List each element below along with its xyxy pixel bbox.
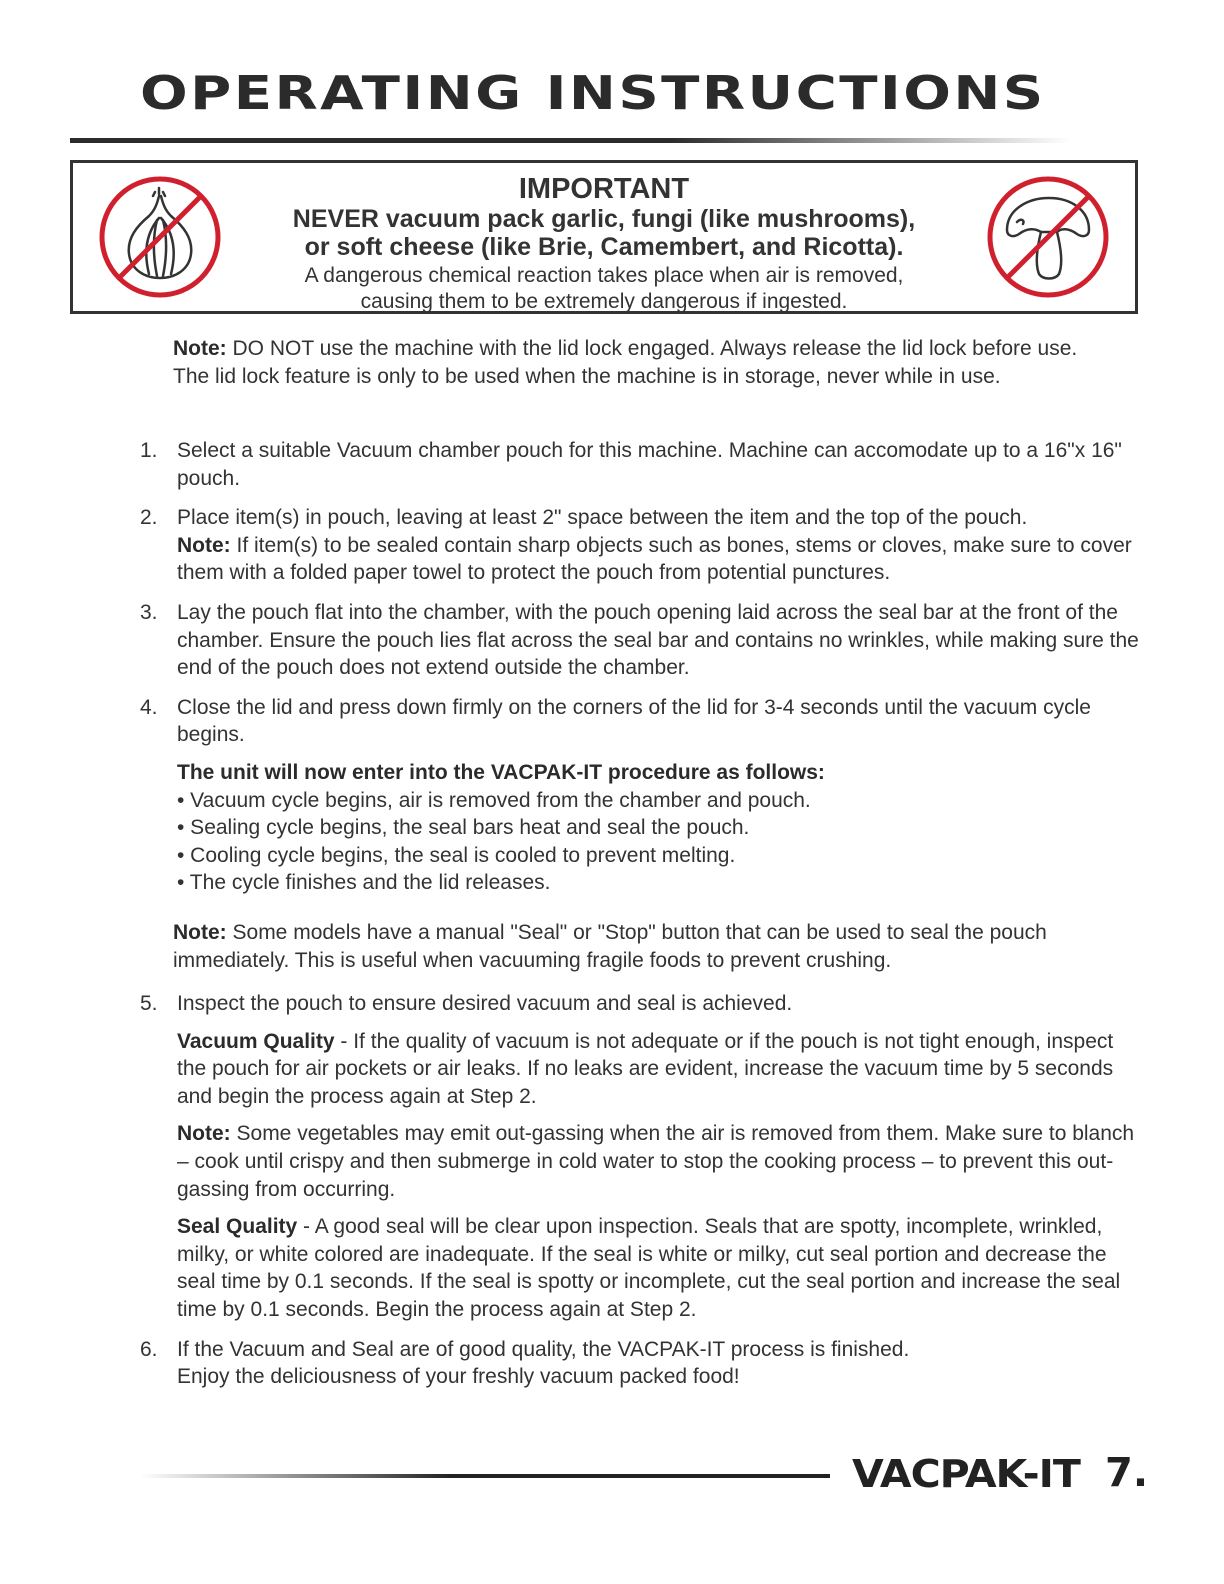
warning-body-1: A dangerous chemical reaction takes place when air is removed, — [304, 264, 904, 287]
seal-quality-label: Seal Quality — [177, 1215, 298, 1239]
vacuum-quality-text: - If the quality of vacuum is not adequate or if the pouch is not tight enough, inspect the pouch for air pockets or air leaks. If no leaks are evident, increase the vacuum time by 5 seconds and begin the process again at Step 2. — [177, 1029, 1114, 1108]
step-text: If the Vacuum and Seal are of good quality, the VACPAK-IT process is finished. — [177, 1337, 910, 1361]
step-number: 4. — [140, 695, 158, 719]
step-number: 5. — [140, 992, 158, 1016]
procedure-block — [177, 759, 1140, 897]
page-title: OPERATING INSTRUCTIONS — [140, 66, 1046, 120]
step-text: Place item(s) in pouch, leaving at least 2" space between the item and the top of the pouch. — [177, 506, 1028, 530]
step-text: Inspect the pouch to ensure desired vacuum and seal is achieved. — [177, 992, 793, 1016]
brand-logo: VACPAK-IT — [852, 1452, 1080, 1496]
step-text: Close the lid and press down firmly on the corners of the lid for 3-4 seconds until the vacuum cycle begins. — [177, 695, 1091, 747]
vacuum-quality-label: Vacuum Quality — [177, 1029, 335, 1053]
warning-line-1: NEVER vacuum pack garlic, fungi (like mushrooms), — [292, 205, 916, 233]
step-number: 2. — [140, 506, 158, 530]
step-1 — [140, 437, 1140, 492]
step-4 — [140, 694, 1140, 974]
outgassing-note — [177, 1120, 1140, 1203]
seal-quality — [177, 1213, 1140, 1323]
note-label: Note: — [177, 1122, 231, 1146]
note-label: Note: — [173, 920, 227, 944]
step-3 — [140, 599, 1140, 682]
step-text-2: Enjoy the deliciousness of your freshly vacuum packed food! — [177, 1365, 740, 1389]
footer-divider — [140, 1474, 830, 1478]
no-garlic-icon — [97, 174, 223, 300]
title-divider — [70, 138, 1070, 143]
important-text — [243, 173, 965, 315]
note-label: Note: — [173, 337, 227, 360]
instruction-steps — [140, 437, 1140, 1403]
step-6 — [140, 1336, 1140, 1391]
no-mushroom-icon — [985, 174, 1111, 300]
note-text: DO NOT use the machine with the lid lock engaged. Always release the lid lock before use. The lid lock feature is only to be used when the machine is in storage, never while in use. — [173, 337, 1078, 388]
important-warning-box — [70, 160, 1138, 314]
step-5 — [140, 990, 1140, 1324]
note-label: Note: — [177, 533, 231, 557]
step-note — [177, 532, 1140, 587]
vacuum-quality — [177, 1028, 1140, 1111]
procedure-heading: The unit will now enter into the VACPAK-IT procedure as follows: — [177, 760, 825, 784]
list-item: • Cooling cycle begins, the seal is cooled to prevent melting. — [177, 843, 736, 867]
note-text: If item(s) to be sealed contain sharp objects such as bones, stems or cloves, make sure to cover them with a folded paper towel to protect the pouch from potential punctures. — [177, 533, 1132, 585]
step-number: 1. — [140, 439, 158, 462]
step-text: Select a suitable Vacuum chamber pouch for this machine. Machine can accomodate up to a 16"x 16" pouch. — [177, 439, 1122, 490]
list-item: • Vacuum cycle begins, air is removed from the chamber and pouch. — [177, 788, 811, 812]
warning-body-2: causing them to be extremely dangerous if ingested. — [360, 290, 848, 313]
procedure-list — [177, 787, 1140, 897]
step-number: 6. — [140, 1337, 158, 1361]
step-2 — [140, 504, 1140, 587]
list-item: • The cycle finishes and the lid releases. — [177, 871, 551, 895]
warning-line-2: or soft cheese (like Brie, Camembert, and Ricotta). — [304, 233, 904, 261]
note-text: Some vegetables may emit out-gassing when the air is removed from them. Make sure to blanch – cook until crispy and then submerge in cold water to stop the cooking process – to prevent this out-gassing from occurring. — [177, 1122, 1135, 1201]
page-number: 7. — [1105, 1450, 1149, 1496]
list-item: • Sealing cycle begins, the seal bars heat and seal the pouch. — [177, 816, 750, 840]
seal-quality-text: - A good seal will be clear upon inspection. Seals that are spotty, incomplete, wrinkled, milky, or white colored are inadequate. If the seal is white or milky, cut seal portion and decrease the seal time by 0.1 seconds. If the seal is spotty or incomplete, cut the seal portion and increase the seal time by 0.1 seconds. Begin the process again at Step 2. — [177, 1215, 1121, 1322]
important-heading: IMPORTANT — [518, 173, 690, 205]
note-text: Some models have a manual "Seal" or "Stop" button that can be used to seal the pouch immediately. This is useful when vacuuming fragile foods to prevent crushing. — [173, 920, 1047, 972]
lid-lock-note — [173, 335, 1113, 390]
step-number: 3. — [140, 600, 158, 624]
seal-button-note — [173, 919, 1140, 974]
step-text: Lay the pouch flat into the chamber, with the pouch opening laid across the seal bar at the front of the chamber. Ensure the pouch lies flat across the seal bar and contains no wrinkles, while making sure the end of the pouch does not extend outside the chamber. — [177, 600, 1139, 680]
